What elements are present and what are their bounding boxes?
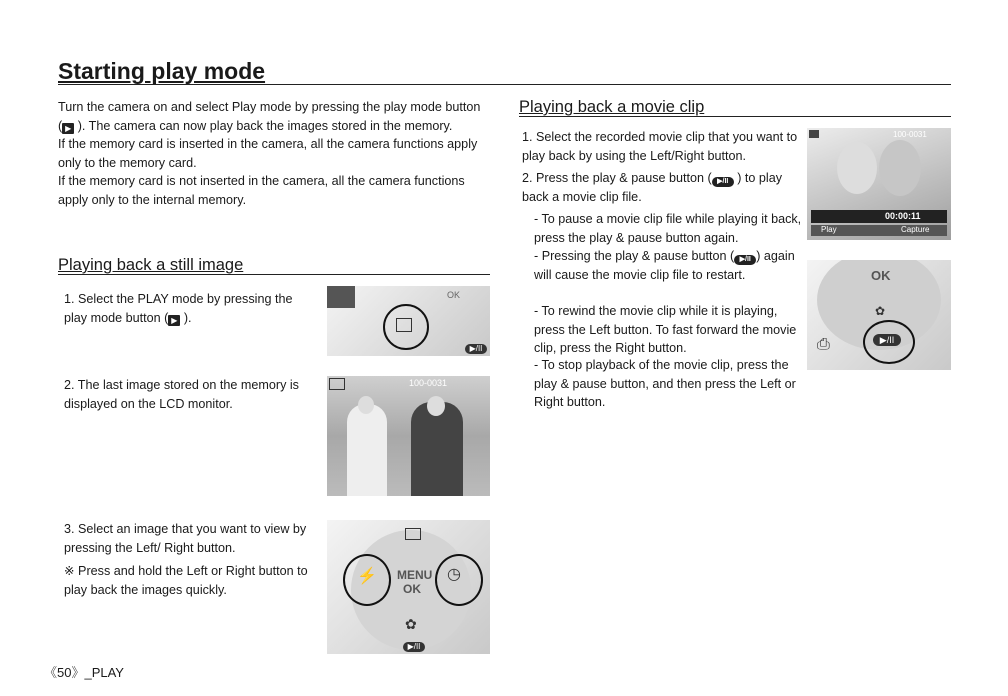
dial-menu-label: MENU [397, 568, 433, 582]
movie-step-1: 1. Select the recorded movie clip that you want to play back by using the Left/Right button. [522, 130, 798, 163]
movie-timer: 00:00:11 [885, 211, 921, 221]
movie-dial-illustration [807, 260, 951, 370]
still-step1b: ). [183, 310, 192, 325]
macro-icon: ✿ [875, 304, 886, 318]
dial-ok-label: OK [403, 582, 421, 596]
movie-sub-4: - To stop playback of the movie clip, press the play & pause button, and then press the Left or Right button. [534, 358, 796, 409]
person-face-right [879, 140, 921, 196]
movie-heading: Playing back a movie clip [519, 98, 705, 116]
play-pause-icon: ▶/II [465, 344, 487, 354]
intro-p1b: ). The camera can now play back the images stored in the memory. [77, 118, 453, 133]
dial-ok-label: OK [871, 268, 891, 283]
play-pause-icon: ▶/II [873, 334, 901, 346]
play-mode-icon: ▶ [62, 123, 74, 134]
movie-divider [519, 116, 951, 117]
play-mode-icon [396, 318, 412, 332]
flash-icon: ⚡ [357, 568, 377, 585]
dial-illustration [327, 520, 490, 654]
capture-label: Capture [901, 225, 930, 234]
movie-mode-icon [809, 130, 819, 138]
still-step-2: 2. The last image stored on the memory is displayed on the LCD monitor. [64, 378, 299, 411]
movie-sub-2 [534, 247, 804, 284]
bride-face [358, 396, 374, 414]
groom-figure [411, 402, 463, 496]
movie-screen [807, 128, 951, 240]
page-title: Starting play mode [58, 58, 266, 84]
intro-text [58, 98, 488, 209]
intro-p3: If the memory card is not inserted in the camera, all the camera functions apply only to the internal memory. [58, 174, 465, 207]
lcd-corner [327, 286, 355, 308]
movie-step2a: 2. Press the play & pause button ( [522, 171, 712, 185]
intro-p1a: Turn the camera on and select Play mode by pressing the play mode button ( [58, 100, 481, 133]
movie-sub2b: ) again will cause the movie clip file to restart. [534, 249, 795, 282]
self-timer-icon: ◷ [447, 566, 461, 583]
person-face-left [837, 142, 877, 194]
page-footer: 《50》_PLAY [44, 665, 124, 680]
dial-ok-icon: OK [447, 290, 461, 300]
play-label: Play [821, 225, 837, 234]
intro-p2: If the memory card is inserted in the camera, all the camera functions apply only to the memory card. [58, 137, 478, 170]
groom-face [427, 396, 445, 416]
still-step1a: 1. Select the PLAY mode by pressing the play mode button ( [64, 292, 293, 325]
lcd-photo [327, 376, 490, 496]
bride-figure [347, 404, 387, 496]
progress-bar [811, 210, 947, 223]
still-step-3: 3. Select an image that you want to view by pressing the Left/ Right button. [64, 522, 307, 555]
title-divider [58, 84, 951, 85]
movie-file-number: 100-0031 [893, 130, 927, 139]
movie-step-2 [522, 169, 802, 206]
play-mode-icon [329, 378, 345, 390]
lcd-file-number: 100-0031 [409, 378, 448, 388]
play-mode-icon: ▶ [168, 315, 180, 326]
still-step-1 [64, 290, 314, 327]
movie-sub-3: - To rewind the movie clip while it is playing, press the Left button. To fast forward the movie clip, press the Right button. [534, 304, 797, 355]
still-heading: Playing back a still image [58, 256, 244, 274]
print-icon: ⎙ [817, 336, 830, 353]
play-pause-icon: ▶/II [403, 642, 425, 652]
display-icon [405, 528, 421, 540]
movie-sub-1: - To pause a movie clip file while playing it back, press the play & pause button again. [534, 212, 802, 245]
still-divider [58, 274, 490, 275]
still-note: ※ Press and hold the Left or Right button to play back the images quickly. [64, 564, 308, 597]
movie-step2b: ) to play back a movie clip file. [522, 171, 783, 204]
movie-sub2a: - Pressing the play & pause button ( [534, 249, 735, 263]
play-pause-icon: ▶/II [712, 177, 734, 187]
play-pause-icon: ▶/II [734, 255, 756, 265]
macro-icon: ✿ [405, 616, 417, 632]
play-button-illustration [327, 286, 490, 356]
